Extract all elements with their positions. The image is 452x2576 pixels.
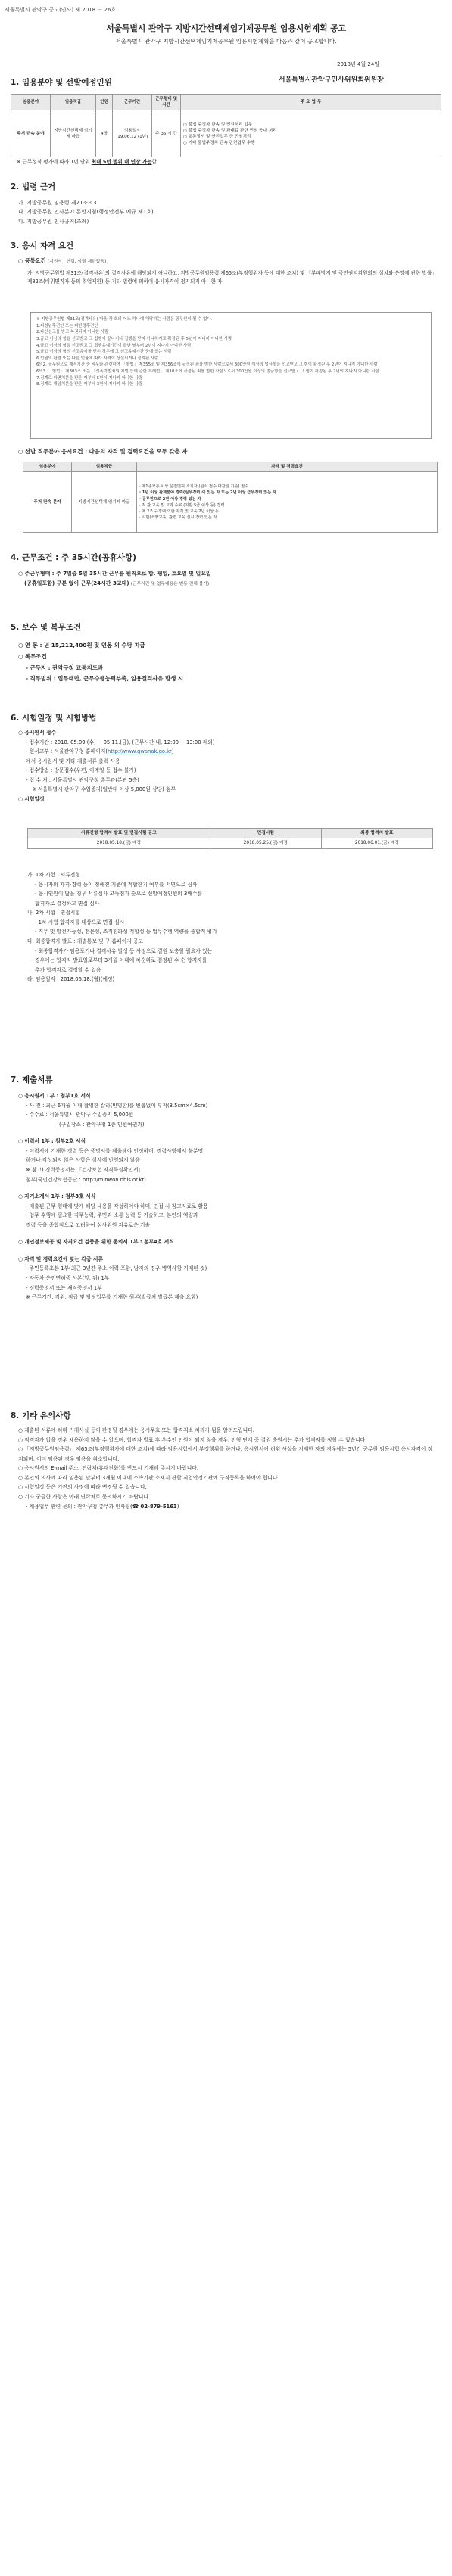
duty-item: ○ 교통질서 및 안전업무 등 민원처리 [183,134,251,139]
box-line: 5.금고 이상의 형의 선고유예를 받은 경우에 그 선고유예기간 중에 있는 사람 [36,350,172,355]
work-line-note: (근무시간 및 업무내용은 변동 전체 불가) [130,582,210,587]
cell-sel-grade: 지방시간선택제 임기제 마급 [72,472,137,533]
box-line: 6의3. 「형법」 제303조 또는 「성폭력범죄의 처벌 등에 관한 특례법」 제10조에 규정된 죄를 범한 사람으로서 300만원 이상의 벌금형을 선고받고 그 형이 확정된 후 2년이 지나지 아니한 사람 [36,369,379,375]
footnote-emphasis: 최대 5년 범위 내 연장 가능 [91,159,152,165]
box-line: 4.금고 이상의 형을 선고받고 그 집행유예기간이 끝난 날부터 2년이 지나지 아니한 사람 [36,343,192,348]
pay-block [18,640,183,685]
method-line: - 최종합격자가 임용포기나 결격사유 발생 등 사정으로 결원 보충할 필요가 있는 [35,947,213,954]
th-grade: 임용직급 [51,95,96,110]
etc-item: ○ 적격자가 없을 경우 채용하지 않을 수 있으며, 합격자 발표 후 우수인 인원이 되지 않을 경우, 전형 단계 중 결원 충원시는 추가 합격자를 정할 수 있습니다. [18,1436,367,1443]
req-line: · 시민(소양교육) 관련 교육 실시 경력 있는 자 [139,515,217,520]
doc-item: ○ 개인정보제공 및 자격요건 검증을 위한 동의서 1부 : 첨부4호 서식 [18,1239,174,1246]
selection-req-title: ○ 선발 직무분야 응시요건 : 다음의 자격 및 경력요건을 모두 갖춘 자 [18,448,188,455]
app-method: - 접수방법 : 방문접수(우편, 이메일 등 접수 불가) [26,767,136,774]
work-line-shift: (공휴일포함) 구분 없이 근무(24시간 3교대) [24,580,129,587]
th-sel-grade: 임용직급 [72,462,137,472]
cell-schedule: 주 35 시 간 [152,110,181,157]
app-site-end: ) [171,748,174,755]
work-place: - 근무지 : 관악구청 교통지도과 [26,664,103,671]
law-item: 다. 지방공무원 인사규칙(조례) [18,218,89,225]
box-line: 3.금고 이상의 형을 선고받고 그 집행이 끝나거나 집행을 받지 아니하기로 확정된 후 5년이 지나지 아니한 사람 [36,336,232,341]
law-list [18,198,154,226]
req-line: · 공무원으로 2년 이상 경력 있는 자 [139,496,201,502]
contact-phone: ☎ 02-879-5163 [132,1503,177,1510]
box-line: 6의2. 공무원으로 재직기간 중 직무와 관련하여 「형법」 제355조 및 제356조에 규정된 죄를 범한 사람으로서 300만원 이상의 벌금형을 선고받고 그 형이 확정된 후 2년이 지나지 아니한 사람 [36,362,378,368]
box-line: 2.파산선고를 받고 복권되지 아니한 사람 [36,330,109,335]
th-exam-3: 최종 합격자 발표 [321,829,432,838]
exam-method-block [27,870,217,985]
doc-line: - 사 진 : 최근 6개월 이내 촬영한 칼라(반명함)를 빈틈없이 부착(3.5cm×4.5cm) [26,1102,208,1109]
method-line: 경우에는 합격자 발표일로부터 3개월 이내에 차순위로 결정된 수 순 합격자를 [35,957,207,964]
salary-value: 년 15,212,400원 및 연봉 외 수당 지급 [43,642,145,649]
method-line: - 1차 시험 합격자를 대상으로 면접 실시 [35,919,125,926]
doc-line: - 경력증명서 또는 재직증명서 1부 [26,1284,102,1291]
section-8-heading: 8. 기타 유의사항 [11,1411,71,1420]
doc-line: - 이력서에 기재한 경력 등은 증명서를 제출해야 인정하며, 경력사항에서 불분명 [26,1147,204,1154]
section-7-heading: 7. 제출서류 [11,1075,53,1084]
duty-item: ○ 불법 주정차 단속 및 과태료 관련 민원 응대 처리 [183,128,277,133]
doc-line: (구입장소 : 관악구청 1층 민원여권과) [59,1121,145,1128]
cell-field: 주거 단속 분야 [11,110,51,157]
doc-item: ○ 자격 및 경력요건에 맞는 각종 서류 [18,1255,104,1262]
box-line: 1.피성년후견인 또는 피한정후견인 [36,323,98,328]
homepage-link[interactable]: http://www.gwanak.go.kr [107,748,172,755]
duty-item: ○ 기타 불법주정차 단속 관련업무 수행 [183,140,255,145]
th-field: 임용분야 [11,95,51,110]
etc-item: ○ 기타 궁금한 사항은 아래 연락처로 문의하시기 바랍니다. [18,1493,151,1500]
doc-line: 첨부(국민건강보험공단 : http://minwon.nhis.or.kr) [26,1176,146,1183]
cell-exam-2: 2018.05.25.(금) 예정 [210,838,321,848]
issuing-office: 서울특별시관악구인사위원회위원장 [278,76,384,84]
req-line: · 직 관 교육 및 교과 수료 (지방 5급 이상 등) 경력 [139,502,225,508]
notice-date: 2018년 4월 24일 [337,61,379,67]
table-footnote [17,159,157,166]
duty-head: ○ 복무조건 [18,652,47,660]
method-line: 합격자로 결정하고 면접 심사 [35,900,100,907]
common-req-text: 가. 지방공무원법 제31조(결격사유)의 결격사유에 해당되지 아니하고, 지방공무원임용령 제65조(부정행위자 등에 대한 조치) 및 「부패방지 및 국민권익위원회의 설치와 운영에 관한 법률」제82조(비위면직자 등의 취업제한) 등 기타 법령에 의하여 응시자격이 정지되지 아니한 자 [27,270,435,285]
method-line: 나. 2차 시험 : 면접시험 [27,910,80,916]
etc-block [18,1426,435,1511]
app-office: - 접 수 처 : 서울특별시 관악구청 총무과(본관 5층) [26,776,139,783]
doc-number: 서울특별시 관악구 공고(인사) 제 2018 － 26호 [5,7,117,13]
method-line: 추가 합격자로 결정할 수 있음 [35,966,101,973]
section-2-heading: 2. 법령 근거 [11,182,56,191]
th-exam-1: 서류전형 합격자 발표 및 면접시험 공고 [28,829,210,838]
exam-schedule-table [27,828,433,849]
cell-duties [181,110,441,157]
method-line: - 응시자의 자격·경력 등이 정해진 기준에 적합한지 여부를 서면으로 심사 [35,881,198,888]
app-site: - 원서교부 : 서울관악구청 홈페이지( [26,748,108,755]
docs-block [18,1091,208,1302]
cell-exam-1: 2018.05.18.(금) 예정 [28,838,210,848]
etc-item: ○ 「지방공무원임용령」 제65조(부정행위자에 대한 조치)에 따라 임용시험에서 부정행위를 하거나, 응시원서에 허위 사실을 기재한 자의 경우에는 5년간 공무원 임용시험 응시자격이 정지되며, 이미 임용된 경우 임용을 취소합니다. [18,1446,433,1462]
section-4-heading: 4. 근무조건 : 주 35시간(공휴사항) [11,553,136,562]
dismissal-terms: - 직무범위 : 업무태만, 근무수행능력부족, 임용결격사유 발생 시 [26,675,184,683]
th-duties: 주 요 업 무 [181,95,441,110]
app-period: - 접수기간 : 2018. 05.09.(수) ~ 05.11.(금), (근무시간 내, 12:00 ~ 13:00 제외) [26,739,215,745]
doc-line: - 업무 수행에 필요한 직무능력, 주민과 소통 능력 등 기술하고, 본인의 역량과 [26,1212,198,1219]
app-head: ○ 응시원서 접수 [18,730,57,736]
section-6-heading: 6. 시험일정 및 시험방법 [11,714,97,723]
th-exam-2: 면접시험 [210,829,321,838]
work-line-days: 평일, 토요일 및 일요일 [155,571,211,577]
app-fee: ※ 서울특별시 관악구 수입증지(일반대 이상 5,000원 상당) 첨부 [32,786,176,793]
th-sel-req: 자격 및 경력요건 [137,462,438,472]
req-line: · 1년 이상 관계분야 경력(실무경력)이 있는 자 또는 2년 이상 근무경력 있는 자 [139,490,276,496]
method-line: - 응시인원이 많을 경우 서류심사 고득점자 순으로 선발예정인원의 3배수를 [35,891,203,898]
th-period: 근무기간 [113,95,152,110]
law-item: 가. 지방공무원 임용령 제21조의3 [18,200,97,206]
req-line: · 제1종보통 이상 운전면허 소지자 (원서 접수 마감일 기준) 필수 [139,484,249,490]
common-req-note: (지원서 : 연령, 성별 제한없음) [47,260,107,264]
intro-text: 서울특별시 관악구 지방시간선택제임기제공무원 임용시험계획을 다음과 같이 공고합니다. [115,38,337,45]
recruit-table [11,94,441,157]
box-line: ※ 지방공무원법 제31조(결격사유) 다음 각 호의 어느 하나에 해당하는 사람은 공무원이 될 수 없다. [36,317,213,322]
doc-line: 경력 등을 종합적으로 고려하여 심사위원 자유로운 기술 [26,1221,150,1228]
etc-item: ○ 제출된 서류에 허위 기재사실 등이 판명될 경우에는 응시무효 또는 합격취소 처리가 됨을 알려드립니다. [18,1427,254,1433]
method-line: 가. 1차 시험 : 서류전형 [27,872,80,878]
cell-sel-field: 주거 단속 분야 [23,472,72,533]
etc-item: ○ 시험일정 등은 기관의 사정에 따라 변경될 수 있습니다. [18,1484,147,1491]
salary-label: ○ 연 봉 : [18,642,42,649]
section-3-heading: 3. 응시 자격 요건 [11,241,74,250]
box-line: 8.징계로 해임처분을 받은 때부터 3년이 지나지 아니한 사람 [36,382,143,387]
cell-count: 4명 [96,110,113,157]
th-sel-field: 임용분야 [23,462,72,472]
cell-period: 임용일~ '19.06.12 (1년) [113,110,152,157]
application-block [18,728,215,804]
doc-item: ○ 이력서 1부 : 첨부2호 서식 [18,1138,86,1145]
req-line: · 제 2조 규정에 의한 자격 및 교육 2년 이상 등 [139,509,219,514]
app-site-2: 에서 응시원서 및 기타 제출서류 출력 사용 [26,758,120,764]
doc-item: ○ 응시원서 1부 : 첨부1호 서식 [18,1093,91,1099]
section-5-heading: 5. 보수 및 복무조건 [11,623,82,632]
box-line: 7.징계로 파면처분을 받은 때부터 5년이 지나지 아니한 사람 [36,375,143,381]
doc-item: ○ 자기소개서 1부 : 첨부3호 서식 [18,1193,96,1200]
cell-sel-req [137,472,438,533]
doc-line: - 주민등록초본 1부(최근 3년간 주소 이력 포함, 남자의 경우 병역사항 기재된 것) [26,1265,207,1272]
footnote-text: ※ 근무성적 평가에 따라 1년 단위 [17,159,92,165]
doc-line: ※ 참고) 경력증명서는 「건강보험 자격득실확인서」 [26,1166,144,1173]
doc-line: - 자동차 운전면허증 사본(앞, 뒤) 1부 [26,1275,110,1281]
disqualification-box [30,312,432,439]
common-req-title: ○ 공통요건 [18,257,46,264]
method-line: 다. 최종합격자 발표 : 개별통보 및 구 홈페이지 공고 [27,938,144,944]
law-item: 나. 지방공무원 인사분야 통합지침(행정안전부 예규 제1호) [18,209,154,216]
selection-req-table [23,462,438,533]
work-line: ○ 주근무형태 : 주 7일중 5일 35시간 근무를 원칙으로 함. [18,571,156,577]
cell-grade: 지방시간선택제 임기제 마급 [51,110,96,157]
method-line: - 직무 및 발전가능성, 전문성, 조직친화성 적합성 등 업무수행 역량을 종합적 평가 [35,929,217,935]
cell-exam-3: 2018.06.01.(금) 예정 [321,838,432,848]
contact-text: - 채용업무 관련 문의 : 관악구청 총무과 인사팀( [26,1503,132,1510]
footnote-end: 함 [151,159,157,165]
etc-item: ○ 응시원서의 E-mail 주소, 연락처(휴대전화)를 반드시 기재해 주시기 바랍니다. [18,1465,198,1472]
work-conditions [18,569,211,590]
page-title: 서울특별시 관악구 지방시간선택제임기제공무원 임용시험계획 공고 [106,23,346,33]
box-line: 6.법원의 판결 또는 다른 법률에 따라 자격이 상실되거나 정지된 사람 [36,356,159,361]
doc-line: - 제출된 근무 형태에 맞게 해당 내용을 작성하여야 하며, 면접 시 참고자료로 활용 [26,1202,208,1209]
doc-line: 하거나 작성되지 않은 사항은 심사에 반영되지 않음 [26,1157,140,1164]
etc-item: ○ 본인의 의사에 따라 임용된 날부터 3개월 이내에 소속기관 소재지 관할 직업안정기관에 구직등록을 하여야 합니다. [18,1474,279,1481]
doc-line: ※ 근무기간, 직위, 직급 및 담당업무를 기재한 원본(발급처 발급본 제출 요함) [26,1294,198,1301]
duty-item: ○ 불법 주정차 단속 및 민원처리 업무 [183,122,253,127]
common-req-head [18,257,106,265]
method-line: 라. 임용일자 : 2018.06.18.(월)(예정) [27,976,115,983]
contact-end: ) [176,1503,179,1510]
th-count: 인원 [96,95,113,110]
exam-head: ○ 시험일정 [18,795,45,802]
th-schedule: 근무형태 및 시간 [152,95,181,110]
doc-line: - 수수료 : 서울특별시 관악구 수입증지 5,000원 [26,1112,134,1118]
section-1-heading: 1. 임용분야 및 선발예정인원 [11,78,112,87]
